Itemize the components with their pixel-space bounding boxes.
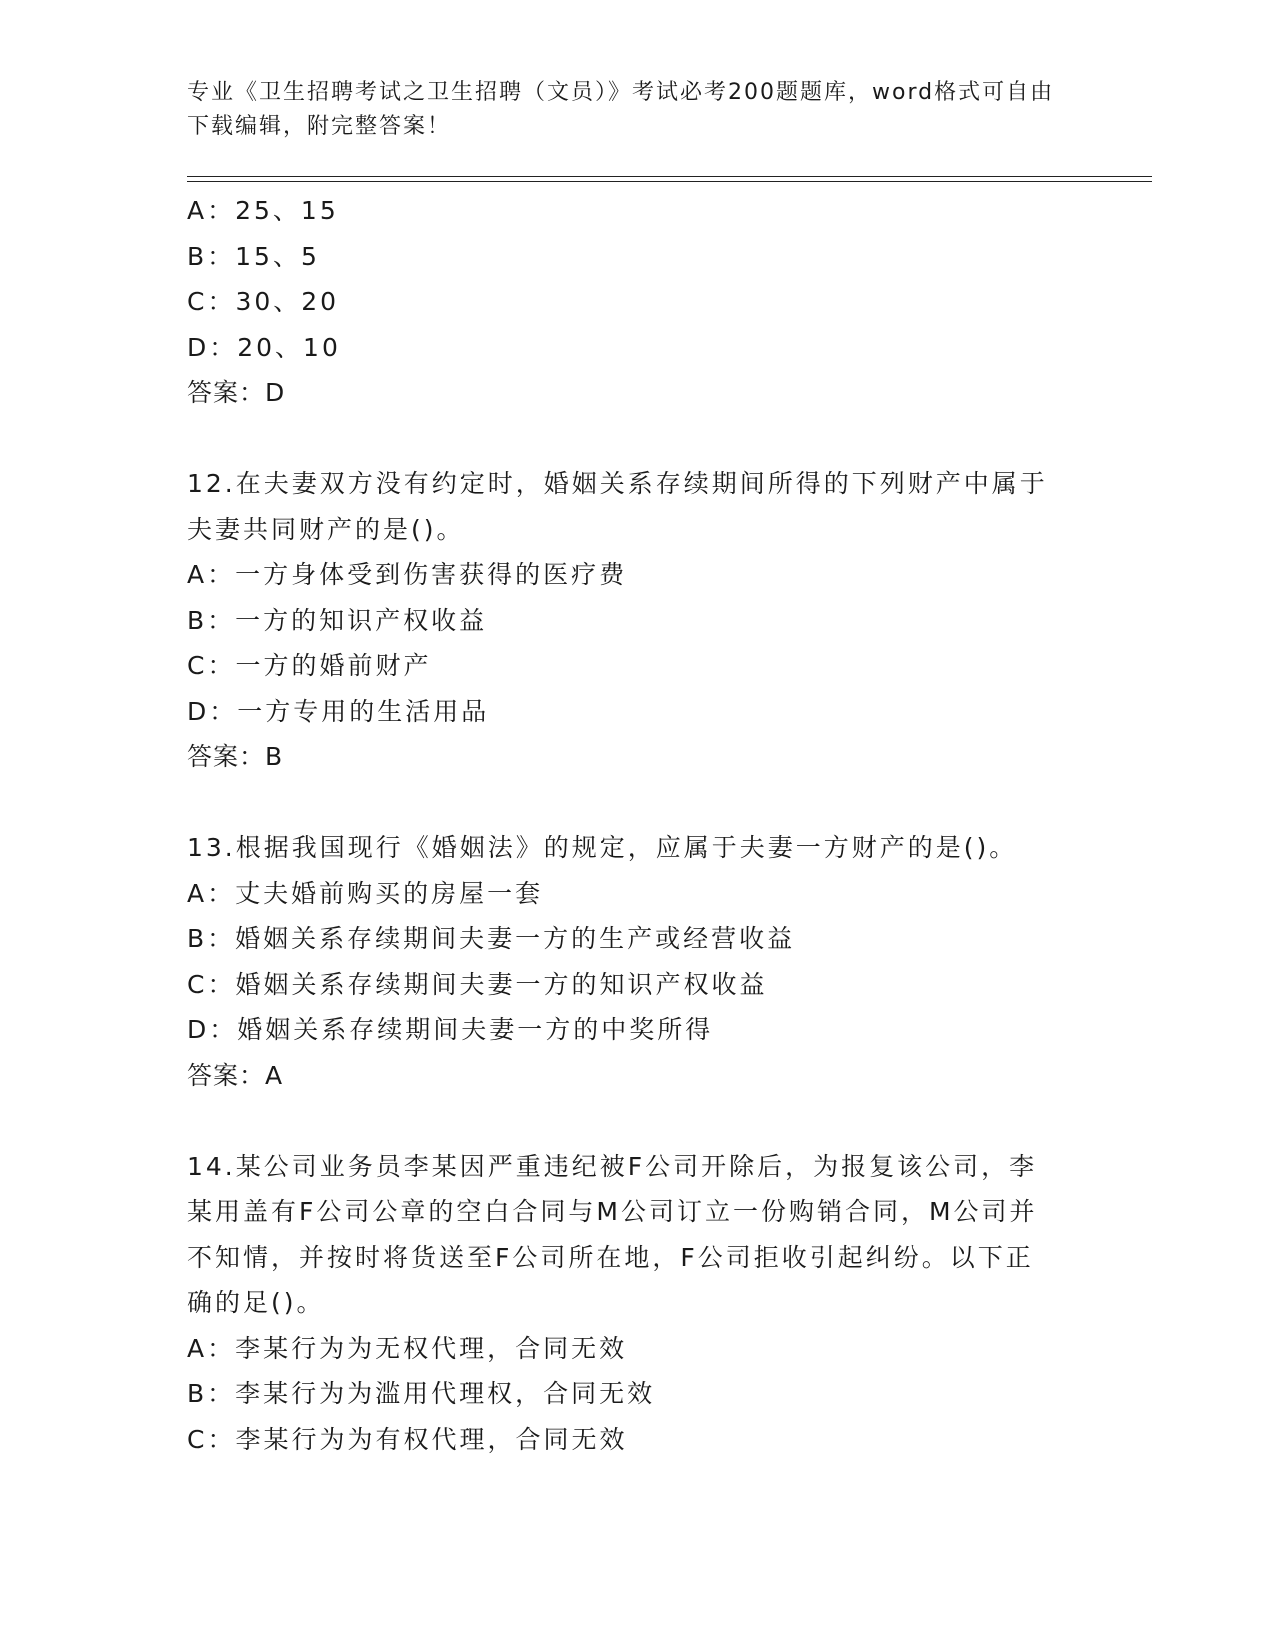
option-b: B：一方的知识产权收益	[187, 605, 488, 635]
option-d: D：婚姻关系存续期间夫妻一方的中奖所得	[187, 1015, 714, 1044]
question-content	[187, 188, 1087, 1462]
answer-line: 答案：D	[187, 378, 286, 407]
spacer	[187, 780, 1087, 826]
question-stem-line: 确的足()。	[187, 1288, 325, 1317]
option-a: A：一方身体受到伤害获得的医疗费	[187, 560, 628, 589]
question-13	[187, 825, 1087, 1098]
spacer	[187, 416, 1087, 462]
header-divider-top	[187, 176, 1152, 177]
question-12	[187, 461, 1087, 780]
document-header: 专业《卫生招聘考试之卫生招聘（文员）》考试必考200题题库，word格式可自由下载编辑，附完整答案！	[187, 80, 1055, 139]
question-stem-line: 14.某公司业务员李某因严重违纪被F公司开除后，为报复该公司，李	[187, 1151, 1038, 1181]
question-stem-line: 13.根据我国现行《婚姻法》的规定，应属于夫妻一方财产的是()。	[187, 833, 1018, 862]
option-c: C：30、20	[187, 287, 340, 316]
option-b: B：15、5	[187, 241, 320, 271]
question-stem-line: 某用盖有F公司公章的空白合同与M公司订立一份购销合同，M公司并	[187, 1197, 1038, 1226]
question-stem-line: 夫妻共同财产的是()。	[187, 514, 465, 544]
option-c: C：李某行为为有权代理，合同无效	[187, 1424, 628, 1454]
option-b: B：婚姻关系存续期间夫妻一方的生产或经营收益	[187, 924, 796, 953]
option-a: A：丈夫婚前购买的房屋一套	[187, 878, 544, 908]
question-stem-line: 不知情，并按时将货送至F公司所在地，F公司拒收引起纠纷。以下正	[187, 1242, 1034, 1272]
answer-line: 答案：A	[187, 1060, 284, 1090]
question-14	[187, 1144, 1087, 1463]
answer-line: 答案：B	[187, 742, 284, 771]
option-d: D：20、10	[187, 332, 341, 362]
option-c: C：婚姻关系存续期间夫妻一方的知识产权收益	[187, 969, 768, 999]
question-11	[187, 188, 1087, 416]
spacer	[187, 1098, 1087, 1144]
option-d: D：一方专用的生活用品	[187, 696, 490, 726]
option-c: C：一方的婚前财产	[187, 651, 432, 680]
header-divider-bottom	[187, 181, 1152, 182]
option-b: B：李某行为为滥用代理权，合同无效	[187, 1379, 656, 1408]
option-a: A：李某行为为无权代理，合同无效	[187, 1333, 628, 1363]
option-a: A：25、15	[187, 196, 339, 225]
question-stem-line: 12.在夫妻双方没有约定时，婚姻关系存续期间所得的下列财产中属于	[187, 469, 1048, 498]
